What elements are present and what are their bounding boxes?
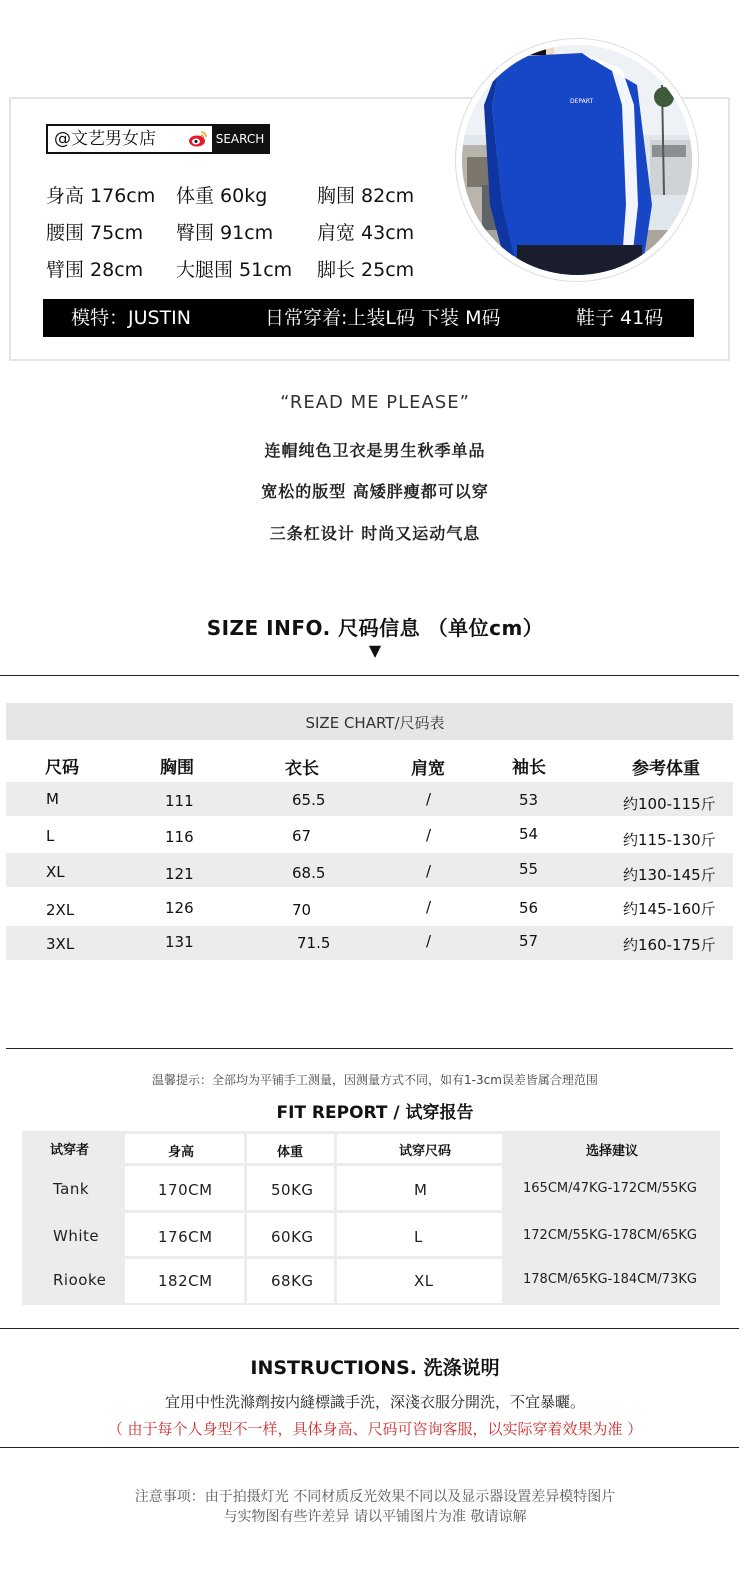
fit-cell: 50KG <box>271 1181 314 1199</box>
stat-thigh: 大腿围 51cm <box>176 259 293 281</box>
fit-cell: 172CM/55KG-178CM/65KG <box>523 1228 697 1243</box>
fit-cell: White <box>53 1227 100 1245</box>
size-cell: M <box>46 790 59 808</box>
size-cell: 54 <box>519 825 539 843</box>
size-chart-caption: SIZE CHART/尺码表 <box>305 714 445 732</box>
stat-foot: 脚长 25cm <box>317 259 415 281</box>
fit-cell: 182CM <box>158 1272 213 1290</box>
fit-cell: 170CM <box>158 1181 213 1199</box>
intro-line: 宽松的版型 高矮胖瘦都可以穿 <box>261 482 489 501</box>
fit-cell: Riooke <box>53 1271 107 1289</box>
fit-cell: M <box>414 1181 428 1199</box>
model-photo-frame <box>455 38 699 282</box>
fit-col-header: 体重 <box>277 1145 304 1160</box>
stat-row <box>46 176 446 213</box>
stat-row <box>46 250 446 287</box>
size-cell: 约115-130斤 <box>623 831 716 849</box>
size-cell: 约100-115斤 <box>623 795 716 813</box>
fit-cell: 60KG <box>271 1228 314 1246</box>
model-summary-bar <box>43 299 694 337</box>
divider <box>6 1048 733 1049</box>
size-cell: 126 <box>165 899 194 917</box>
size-cell: 116 <box>165 828 194 846</box>
weibo-icon <box>188 129 208 149</box>
size-col-header: 参考体重 <box>632 759 700 779</box>
stat-shoulder: 肩宽 43cm <box>317 222 415 244</box>
size-cell: 约130-145斤 <box>623 866 716 884</box>
size-cell: 111 <box>165 792 194 810</box>
stat-height: 身高 176cm <box>46 185 156 207</box>
size-cell: 2XL <box>46 901 75 919</box>
size-cell: 55 <box>519 860 539 878</box>
fit-cell: XL <box>414 1272 434 1290</box>
model-measurements <box>46 176 446 287</box>
fit-cell: 176CM <box>158 1228 213 1246</box>
fit-cell: Tank <box>53 1180 90 1198</box>
size-col-header: 胸围 <box>160 758 194 778</box>
weibo-search-bar[interactable] <box>46 124 270 154</box>
notice-line: 与实物图有些许差异 请以平铺图片为准 敬请谅解 <box>223 1509 527 1525</box>
size-cell: 65.5 <box>292 791 326 809</box>
fit-report-title: FIT REPORT / 试穿报告 <box>276 1103 474 1123</box>
intro-line: 三条杠设计 时尚又运动气息 <box>269 524 481 543</box>
size-cell: 约160-175斤 <box>623 936 716 954</box>
size-cell: 70 <box>292 901 312 919</box>
notice-line: 注意事项：由于拍摄灯光 不同材质反光效果不同以及显示器设置差异模特图片 <box>134 1489 616 1505</box>
fit-cell: L <box>414 1228 423 1246</box>
search-button[interactable]: SEARCH <box>212 126 268 152</box>
model-name: 模特：JUSTIN <box>71 307 191 329</box>
fit-cell: 68KG <box>271 1272 314 1290</box>
shirt-print: DEPART <box>570 98 594 105</box>
fit-cell: 165CM/47KG-172CM/55KG <box>523 1181 697 1196</box>
model-wear-sizes: 日常穿着:上装L码 下装 M码 <box>265 307 501 329</box>
fit-col-header: 试穿尺码 <box>399 1144 452 1159</box>
size-cell: 3XL <box>46 935 75 953</box>
size-cell: 131 <box>165 933 194 951</box>
stat-weight: 体重 60kg <box>176 185 268 207</box>
size-col-header: 袖长 <box>512 758 546 778</box>
size-info-title: SIZE INFO. 尺码信息 （单位cm） <box>206 616 544 640</box>
size-cell: / <box>426 932 432 950</box>
store-handle: @文艺男女店 <box>54 129 156 149</box>
divider <box>0 675 739 676</box>
size-cell: 57 <box>519 932 539 950</box>
readme-heading: “READ ME PLEASE” <box>280 392 470 413</box>
instructions-title: INSTRUCTIONS. 洗涤说明 <box>250 1357 500 1379</box>
measurement-note: 温馨提示：全部均为平铺手工测量，因测量方式不同，如有1-3cm误差皆属合理范围 <box>152 1073 598 1087</box>
stat-waist: 腰围 75cm <box>46 222 144 244</box>
size-cell: 68.5 <box>292 864 326 882</box>
model-shoe-size: 鞋子 41码 <box>576 307 664 329</box>
fit-col-header: 选择建议 <box>586 1144 639 1159</box>
size-cell: / <box>426 898 432 916</box>
size-cell: 71.5 <box>297 934 331 952</box>
divider <box>0 1447 739 1448</box>
size-col-header: 肩宽 <box>411 759 445 779</box>
model-photo <box>462 45 692 275</box>
size-cell: / <box>426 826 432 844</box>
stat-arm: 臂围 28cm <box>46 259 144 281</box>
size-cell: / <box>426 790 432 808</box>
stat-row <box>46 213 446 250</box>
stat-chest: 胸围 82cm <box>317 185 415 207</box>
washing-instructions: 宜用中性洗滌劑按内縫標識手洗，深淺衣服分開洗，不宜暴曬。 <box>164 1393 585 1411</box>
down-arrow-icon: ▼ <box>368 641 382 660</box>
fit-cell: 178CM/65KG-184CM/73KG <box>523 1272 697 1287</box>
divider <box>0 1328 739 1329</box>
size-col-header: 衣长 <box>285 759 319 779</box>
size-cell: 56 <box>519 899 539 917</box>
size-cell: 约145-160斤 <box>623 900 716 918</box>
size-cell: / <box>426 862 432 880</box>
size-cell: XL <box>46 863 65 881</box>
size-cell: 121 <box>165 865 194 883</box>
size-advice-note: （ 由于每个人身型不一样，具体身高、尺码可咨询客服，以实际穿着效果为准 ） <box>107 1420 643 1438</box>
size-cell: 53 <box>519 791 539 809</box>
stat-hip: 臀围 91cm <box>176 222 274 244</box>
size-cell: 67 <box>292 827 312 845</box>
intro-line: 连帽纯色卫衣是男生秋季单品 <box>264 441 486 460</box>
fit-col-header: 身高 <box>168 1145 195 1160</box>
fit-col-header: 试穿者 <box>50 1143 90 1158</box>
size-col-header: 尺码 <box>45 758 79 778</box>
size-cell: L <box>46 827 55 845</box>
